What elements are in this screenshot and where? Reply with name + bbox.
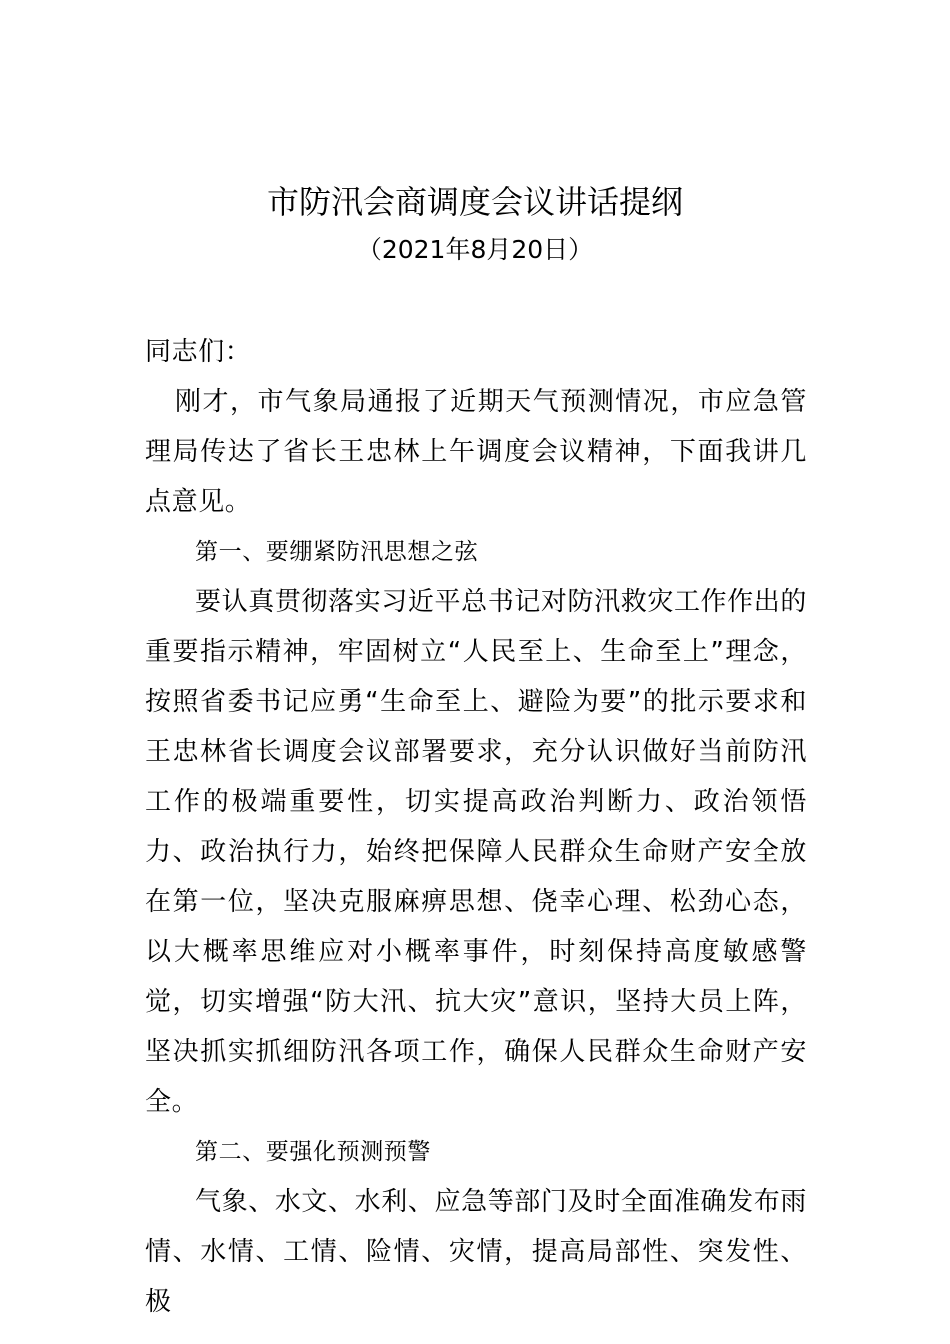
section-paragraph-1: 要认真贯彻落实习近平总书记对防汛救灾工作作出的重要指示精神，牢固树立“人民至上、生命至上”理念，按照省委书记应勇“生命至上、避险为要”的批示要求和王忠林省长调度会议部署要求，充分认识做好当前防汛工作的极端重要性，切实提高政治判断力、政治领悟力、政治执行力，始终把保障人民群众生命财产安全放在第一位，坚决克服麻痹思想、侥幸心理、松劲心态，以大概率思维应对小概率事件，时刻保持高度敏感警觉，切实增强“防大汛、抗大灾”意识，坚持大员上阵，坚决抓实抓细防汛各项工作，确保人民群众生命财产安全。 (145, 587, 807, 1117)
document-title: 市防汛会商调度会议讲话提纲 (266, 183, 683, 221)
section-heading-2: 第二、要强化预测预警 (195, 1139, 431, 1165)
intro-paragraph: 刚才，市气象局通报了近期天气预测情况，市应急管理局传达了省长王忠林上午调度会议精神，下面我讲几点意见。 (145, 387, 807, 517)
document-body (145, 327, 807, 1327)
document-date: （2021年8月20日） (356, 235, 594, 264)
salutation: 同志们： (145, 337, 252, 367)
section-heading-1: 第一、要绷紧防汛思想之弦 (195, 539, 479, 565)
section-paragraph-2: 气象、水文、水利、应急等部门及时全面准确发布雨情、水情、工情、险情、灾情，提高局部性、突发性、极 (145, 1187, 807, 1317)
